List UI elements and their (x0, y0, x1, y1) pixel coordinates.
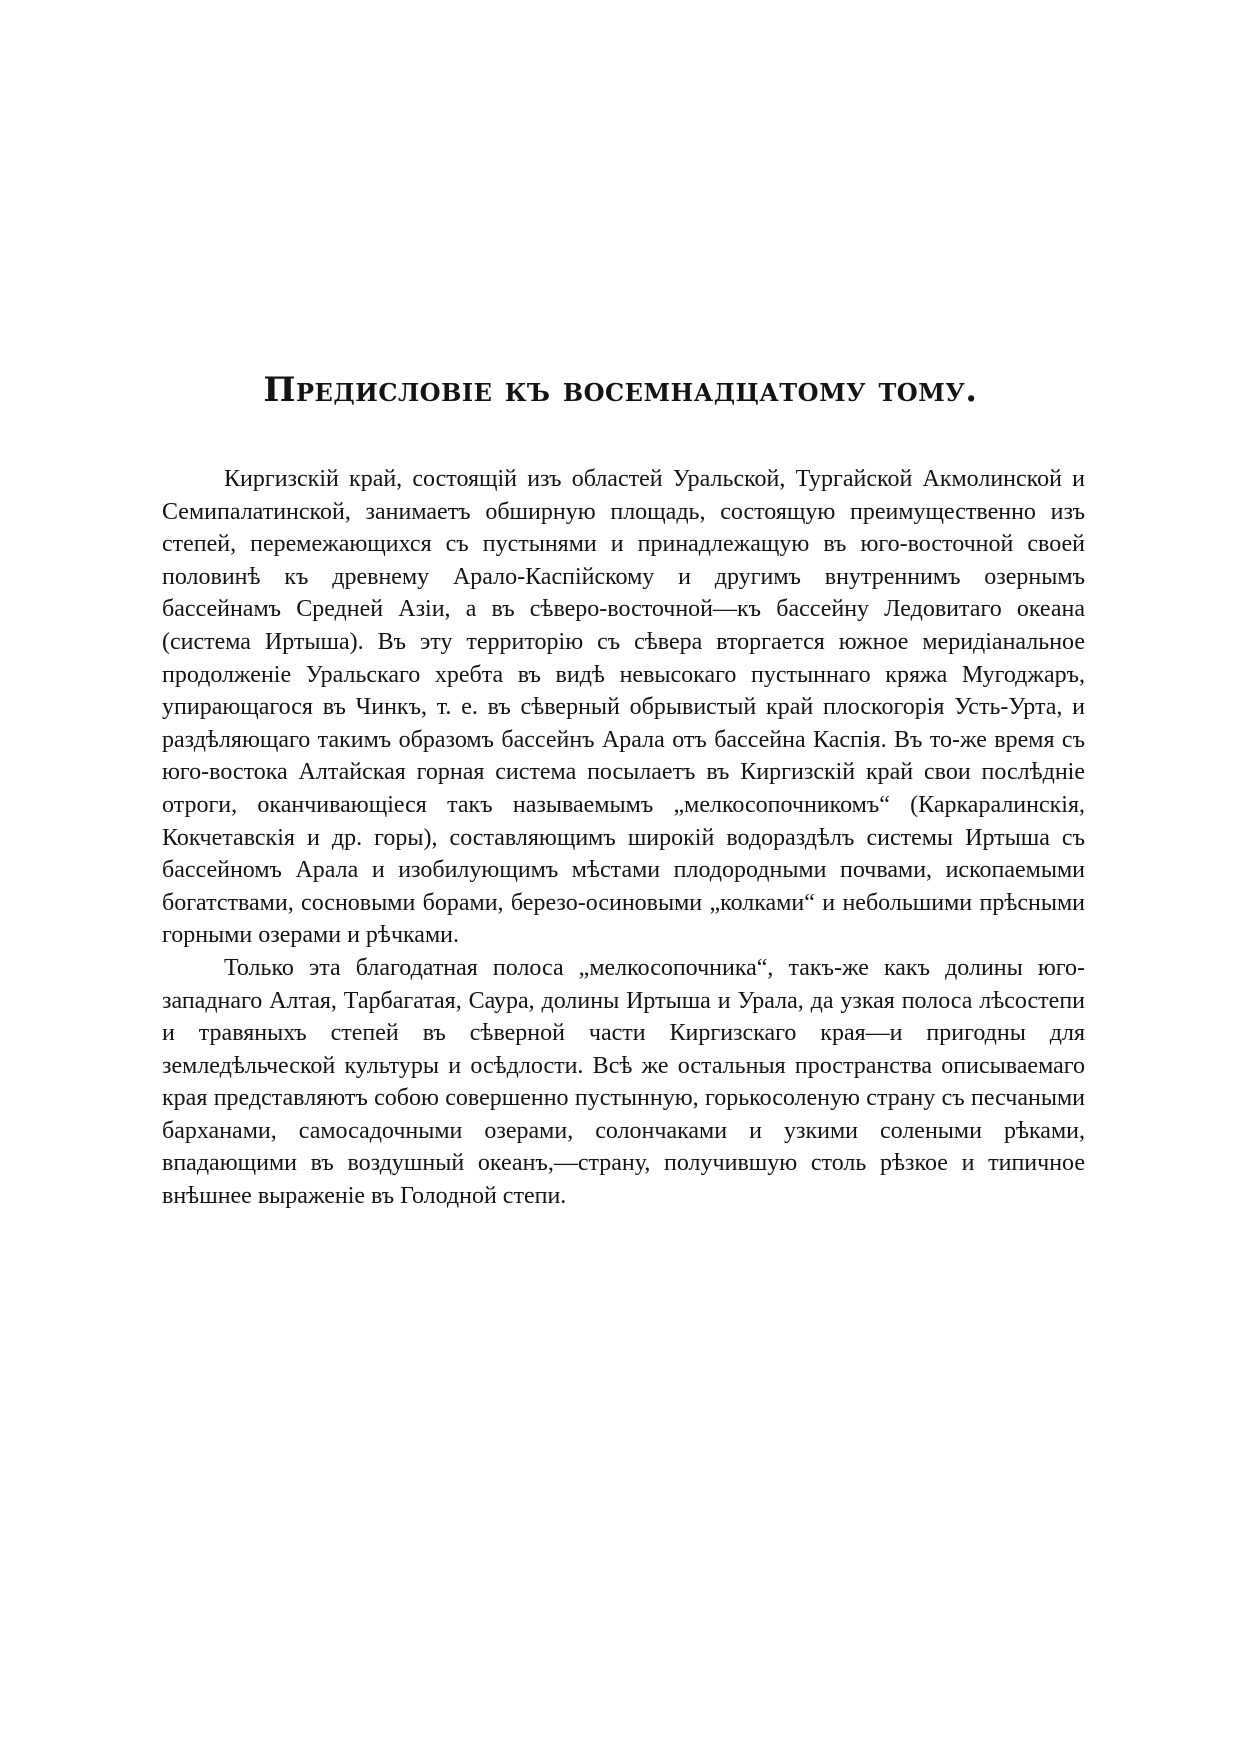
paragraph-1: Киргизскій край, состоящій изъ областей Уральской, Тургайской Акмолинской и Семипалатинской, занимаетъ обширную площадь, состоящую преимущественно изъ степей, перемежающихся съ пустынями и принадлежащую въ юго-восточной своей половинѣ къ древнему Арало-Каспійскому и другимъ внутреннимъ озернымъ бассейнамъ Средней Азіи, а въ сѣверо-восточной—къ бассейну Ледовитаго океана (система Иртыша). Въ эту территорію съ сѣвера вторгается южное меридіанальное продолженіе Уральскаго хребта въ видѣ невысокаго пустыннаго кряжа Мугоджаръ, упирающагося въ Чинкъ, т. е. въ сѣверный обрывистый край плоскогорія Усть-Урта, и раздѣляющаго такимъ образомъ бассейнъ Арала отъ бассейна Каспія. Въ то-же время съ юго-востока Алтайская горная система посылаетъ въ Киргизскій край свои послѣдніе отроги, оканчивающіеся такъ называемымъ „мелкосопочникомъ“ (Каркаралинскія, Кокчетавскія и др. горы), составляющимъ широкій водораздѣлъ системы Иртыша съ бассейномъ Арала и изобилующимъ мѣстами плодородными почвами, ископаемыми богатствами, сосновыми борами, березо-осиновыми „колками“ и небольшими прѣсными горными озерами и рѣчками. (162, 466, 1085, 949)
paragraph-2: Только эта благодатная полоса „мелкосопочника“, такъ-же какъ долины юго-западнаго Алтая, Тарбагатая, Саура, долины Иртыша и Урала, да узкая полоса лѣсостепи и травяныхъ степей въ сѣверной части Киргизскаго края—и пригодны для земледѣльческой культуры и осѣдлости. Всѣ же остальныя пространства описываемаго края представляютъ собою совершенно пустынную, горькосоленую страну съ песчаными барханами, самосадочными озерами, солончаками и узкими солеными рѣками, впадающими въ воздушный океанъ,—страну, получившую столь рѣзкое и типичное внѣшнее выраженіе въ Голодной степи. (162, 954, 1085, 1210)
body-text (162, 463, 1085, 1213)
page-title: Предисловіе къ восемнадцатому тому. (263, 370, 978, 410)
